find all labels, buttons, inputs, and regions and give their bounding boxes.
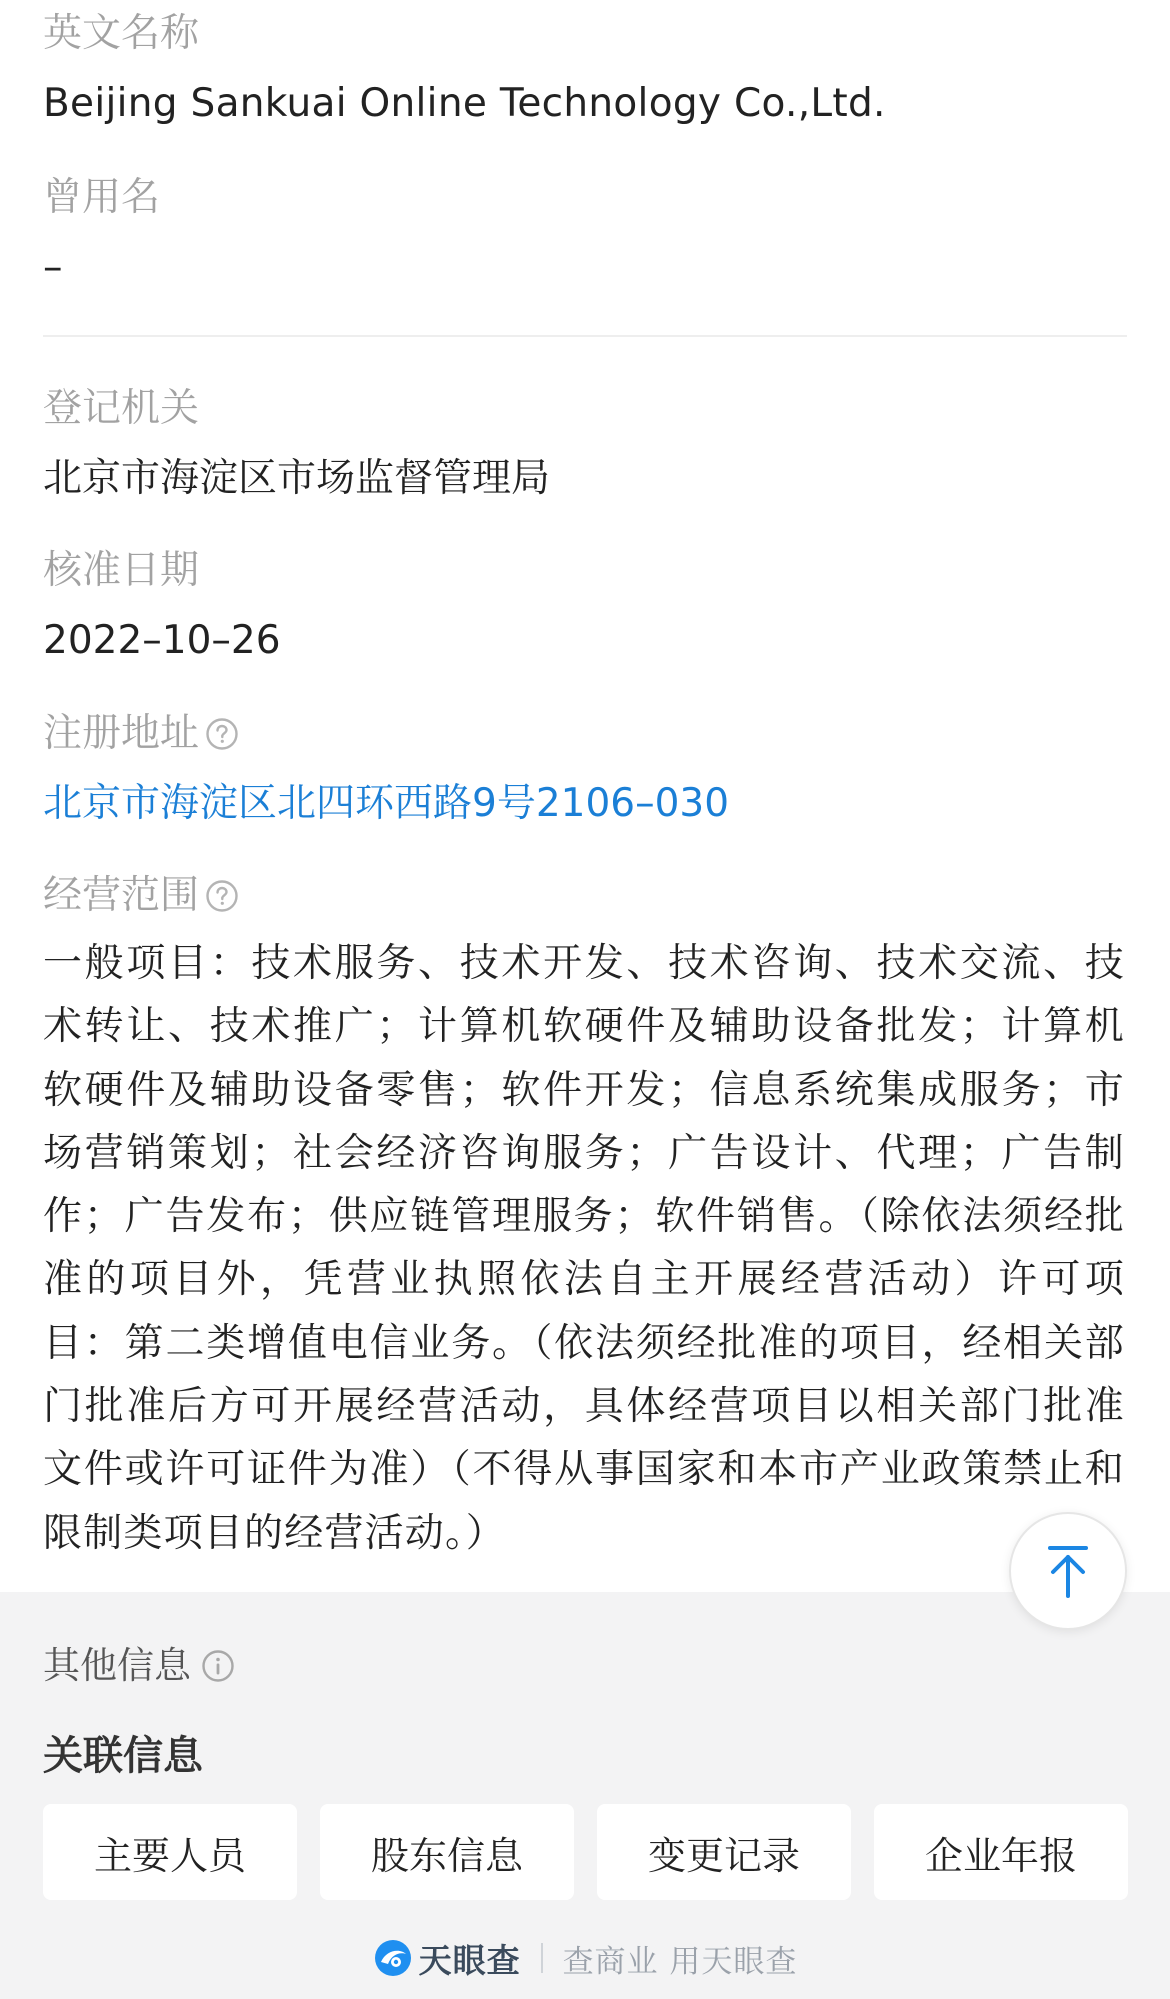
brand-slogan: 查商业 用天眼查	[562, 1943, 798, 1980]
approval-date-label: 核准日期	[43, 548, 200, 593]
business-scope-value: 一般项目：技术服务、技术开发、技术咨询、技术交流、技术转让、技术推广；计算机软硬件及辅助设备批发；计算机软硬件及辅助设备零售；软件开发；信息系统集成服务；市场营销策划；社会经济咨询服务；广告设计、代理；广告制作；广告发布；供应链管理服务；软件销售。（除依法须经批准的项目外，凭营业执照依法自主开展经营活动）许可项目：第二类增值电信业务。（依法须经批准的项目，经相关部门批准后方可开展经营活动，具体经营项目以相关部门批准文件或许可证件为准）（不得从事国家和本市产业政策禁止和限制类项目的经营活动。）	[43, 941, 1125, 1556]
related-info-title: 关联信息	[43, 1733, 203, 1779]
related-info-panel	[0, 1592, 1170, 1999]
english-name-label: 英文名称	[43, 11, 200, 56]
related-info-tiles	[43, 1804, 1128, 1900]
key-personnel-button[interactable]: 主要人员	[43, 1804, 297, 1900]
business-scope-label: 经营范围	[43, 873, 200, 918]
footer-separator	[541, 1943, 543, 1973]
registered-address-link[interactable]: 北京市海淀区北四环西路9号2106–030	[43, 781, 730, 826]
annual-reports-button[interactable]: 企业年报	[874, 1804, 1128, 1900]
registered-address-label: 注册地址	[43, 711, 200, 756]
question-circle-icon[interactable]	[205, 879, 239, 913]
registered-address-label-row	[43, 706, 239, 762]
change-records-button[interactable]: 变更记录	[597, 1804, 851, 1900]
info-circle-icon[interactable]	[201, 1649, 235, 1683]
section-divider	[43, 335, 1127, 337]
back-to-top-button[interactable]	[1009, 1512, 1127, 1630]
shareholder-info-button[interactable]: 股东信息	[320, 1804, 574, 1900]
footer	[0, 1930, 1170, 1986]
tianyancha-logo-icon	[373, 1938, 413, 1978]
registration-authority-label: 登记机关	[43, 386, 200, 431]
question-circle-icon[interactable]	[205, 717, 239, 751]
former-name-value: –	[43, 245, 63, 290]
approval-date-value: 2022–10–26	[43, 618, 281, 663]
former-name-label: 曾用名	[43, 175, 161, 220]
business-scope-label-row	[43, 868, 239, 924]
english-name-value: Beijing Sankuai Online Technology Co.,Ltd.	[43, 81, 886, 126]
brand-name: 天眼查	[418, 1940, 521, 1980]
arrow-up-icon	[1038, 1541, 1098, 1601]
other-info-label: 其他信息	[43, 1644, 191, 1687]
other-info-row	[43, 1640, 235, 1692]
registration-authority-value: 北京市海淀区市场监督管理局	[43, 456, 551, 501]
